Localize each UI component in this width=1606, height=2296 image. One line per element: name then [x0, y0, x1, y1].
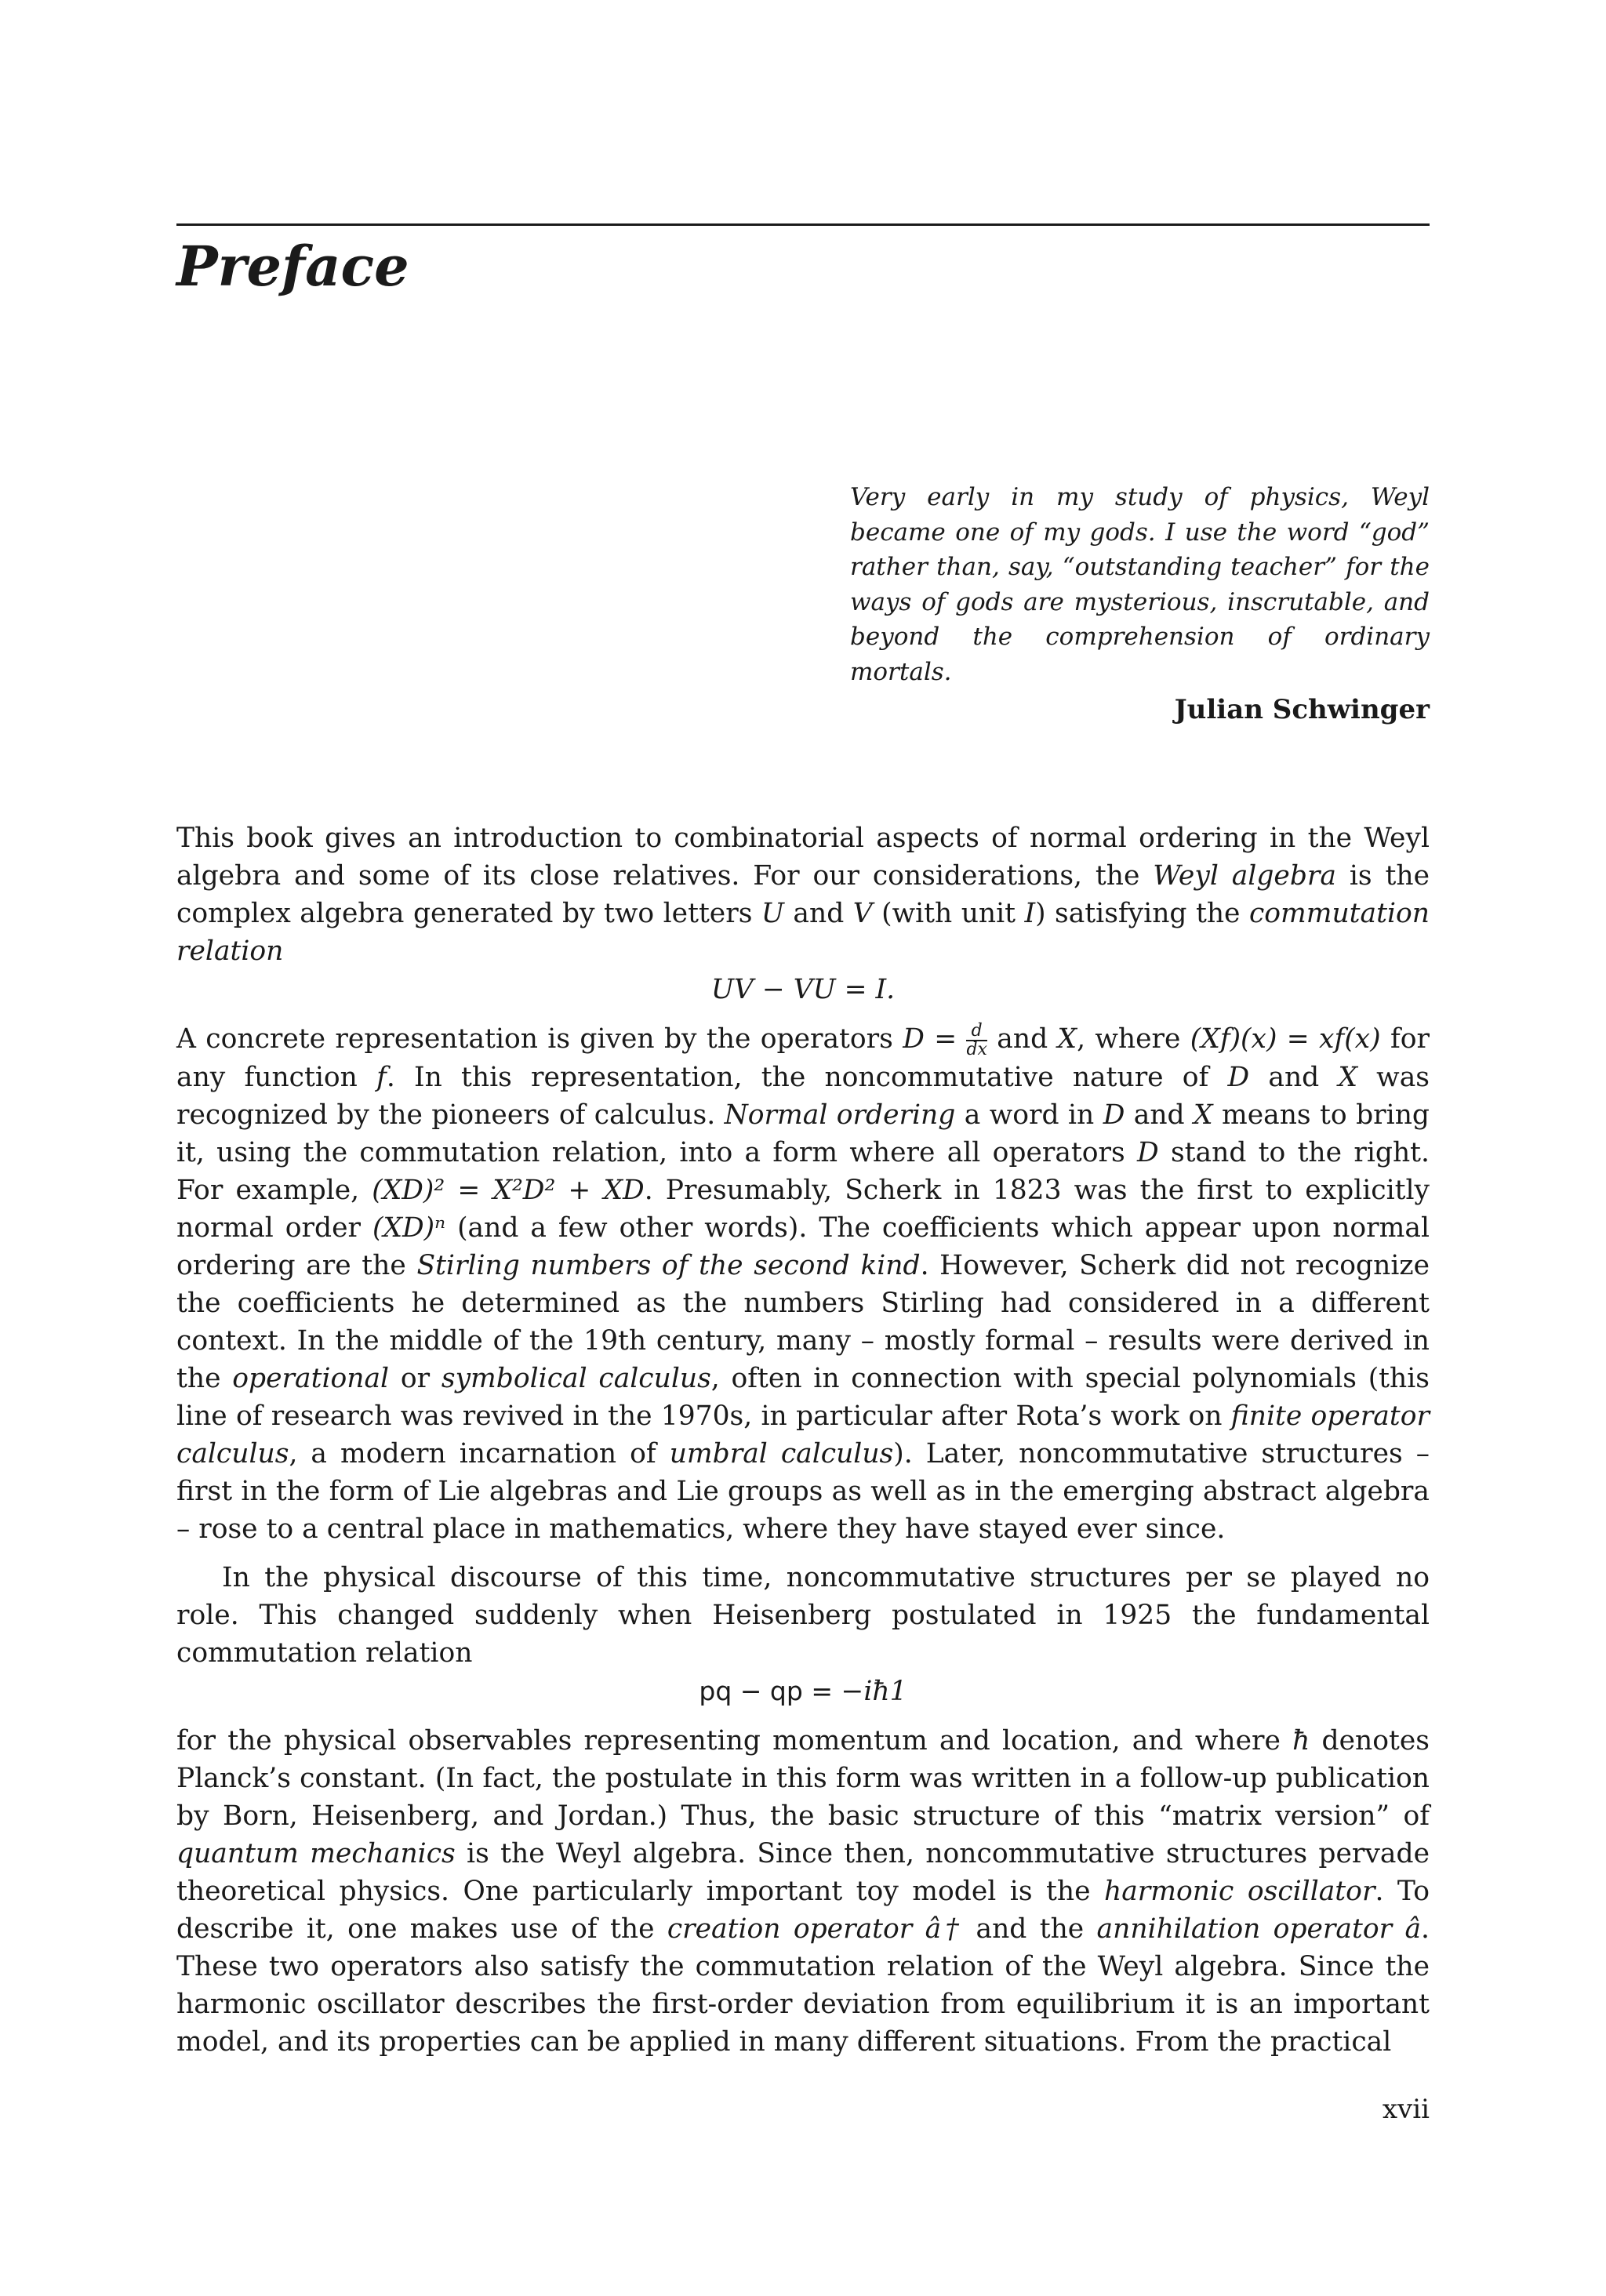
- text-run: , where: [1077, 1023, 1190, 1055]
- paragraph-4: [176, 1722, 1430, 2061]
- math: f: [376, 1061, 387, 1093]
- math: X: [1338, 1061, 1357, 1093]
- term: commutation relation: [176, 898, 1430, 967]
- equation-weyl: UV − VU = I.: [710, 974, 896, 1005]
- epigraph-quote: Very early in my study of physics, Weyl became one of my gods. I use the word “god” rather than, say, “outstanding teacher” for the ways of gods are mysterious, inscrutable, and beyond the comprehension of ordinary mortals.: [850, 483, 1430, 686]
- math: (Xf)(x) = xf(x): [1190, 1023, 1381, 1055]
- text-run: . Presumably, Scherk in 1823 was the first to explicitly normal order: [176, 1174, 1430, 1244]
- term: annihilation operator: [1096, 1913, 1393, 1945]
- term: Stirling numbers of the second kind: [416, 1249, 921, 1281]
- math: D: [1137, 1136, 1159, 1168]
- math: D: [1227, 1061, 1250, 1093]
- term: Weyl algebra: [1153, 860, 1336, 892]
- math: X: [1057, 1023, 1077, 1055]
- math: â†: [925, 1913, 964, 1945]
- body-text: [176, 819, 1430, 2061]
- term: harmonic oscillator: [1104, 1875, 1375, 1907]
- math: â: [1404, 1913, 1422, 1945]
- fraction-d-dx: [966, 1020, 987, 1059]
- chapter-rule: [176, 223, 1430, 226]
- text-run: [912, 1913, 925, 1945]
- text-run: . However, Scherk did not recognize the coefficients he determined as the numbers Stirling had considered in a different context. In the middle of the 19th century, many – mostly formal – results were derived in the: [176, 1249, 1430, 1394]
- text-run: . These two operators also satisfy the commutation relation of the Weyl algebra. Since the harmonic oscillator describes the first-order deviation from equilibrium it is an important model, and its properties can be applied in many different situations. From the practical: [176, 1913, 1430, 2058]
- epigraph-author: Julian Schwinger: [1174, 693, 1430, 725]
- text-run: (and a few other words). The coefficients which appear upon normal ordering are the: [176, 1212, 1430, 1281]
- text-run: ) satisfying the: [1035, 898, 1249, 929]
- text-run: stand to the right. For example,: [176, 1136, 1430, 1206]
- math: U: [761, 898, 784, 929]
- term: quantum mechanics: [176, 1837, 456, 1869]
- equation-left: pq − qp =: [699, 1675, 841, 1706]
- math: D =: [903, 1023, 957, 1055]
- text-run: (with unit: [872, 898, 1025, 929]
- text-run: and the: [963, 1913, 1097, 1945]
- chapter-title: Preface: [176, 234, 409, 299]
- text-run: denotes Planck’s constant. (In fact, the postulate in this form was written in a follow-up publication by Born, Heisenberg, and Jordan.) Thus, the basic structure of this “matrix version” of: [176, 1724, 1430, 1832]
- fraction-numerator: d: [966, 1023, 987, 1041]
- term: symbolical calculus: [441, 1362, 711, 1394]
- paragraph-3: [176, 1559, 1430, 1672]
- math: X: [1194, 1099, 1213, 1131]
- paragraph-1: [176, 819, 1430, 970]
- text-run: for any function: [176, 1023, 1430, 1093]
- text-run: ). Later, noncommutative structures – first in the form of Lie algebras and Lie groups as well as in the emerging abstract algebra – rose to a central place in mathematics, where they have stayed ever since.: [176, 1437, 1430, 1545]
- term: umbral calculus: [669, 1437, 894, 1470]
- text-run: and: [986, 1023, 1058, 1055]
- text-run: a word in: [955, 1099, 1103, 1131]
- math: (XD)² = X²D² + XD: [372, 1174, 645, 1206]
- text-run: and: [1249, 1061, 1339, 1093]
- text-run: and: [1125, 1099, 1194, 1131]
- text-run: In the physical discourse of this time, noncommutative structures per se played no role. This changed suddenly when Heisenberg postulated in 1925 the fundamental commutation relation: [176, 1561, 1430, 1669]
- term: creation operator: [667, 1913, 913, 1945]
- text-run: . In this representation, the noncommutative nature of: [386, 1061, 1228, 1093]
- text-run: A concrete representation is given by the operators: [176, 1023, 903, 1055]
- text-run: is the Weyl algebra. Since then, noncommutative structures pervade theoretical physics. One particularly important toy model is the: [176, 1837, 1430, 1907]
- text-run: was recognized by the pioneers of calculus.: [176, 1061, 1430, 1131]
- term: finite operator calculus: [176, 1400, 1430, 1470]
- text-run: , often in connection with special polynomials (this line of research was revived in the 1970s, in particular after Rota’s work on: [176, 1362, 1430, 1432]
- text-run: or: [389, 1362, 441, 1394]
- text-run: is the complex algebra generated by two letters: [176, 860, 1430, 929]
- epigraph: [850, 480, 1430, 728]
- math: D: [1103, 1099, 1125, 1131]
- text-run: . To describe it, one makes use of the: [176, 1875, 1430, 1945]
- text-run: [1392, 1913, 1404, 1945]
- paragraph-2: [176, 1020, 1430, 1548]
- text-run: This book gives an introduction to combinatorial aspects of normal ordering in the Weyl algebra and some of its close relatives. For our considerations, the: [176, 823, 1430, 892]
- math: ħ: [1292, 1724, 1310, 1757]
- math: (XD)ⁿ: [372, 1212, 446, 1244]
- equation-right: −iħ1: [841, 1675, 907, 1707]
- text-run: , a modern incarnation of: [289, 1437, 670, 1470]
- fraction-denominator: dx: [966, 1039, 987, 1059]
- term: Normal ordering: [724, 1099, 956, 1131]
- equation-heisenberg: [176, 1672, 1430, 1711]
- page-number: xvii: [1382, 2094, 1430, 2125]
- text-run: means to bring it, using the commutation relation, into a form where all operators: [176, 1099, 1430, 1168]
- term: operational: [232, 1362, 390, 1394]
- text-run: and: [783, 898, 853, 929]
- math: I: [1024, 898, 1036, 929]
- text-run: for the physical observables representing momentum and location, and where: [176, 1724, 1293, 1757]
- math: V: [852, 898, 873, 929]
